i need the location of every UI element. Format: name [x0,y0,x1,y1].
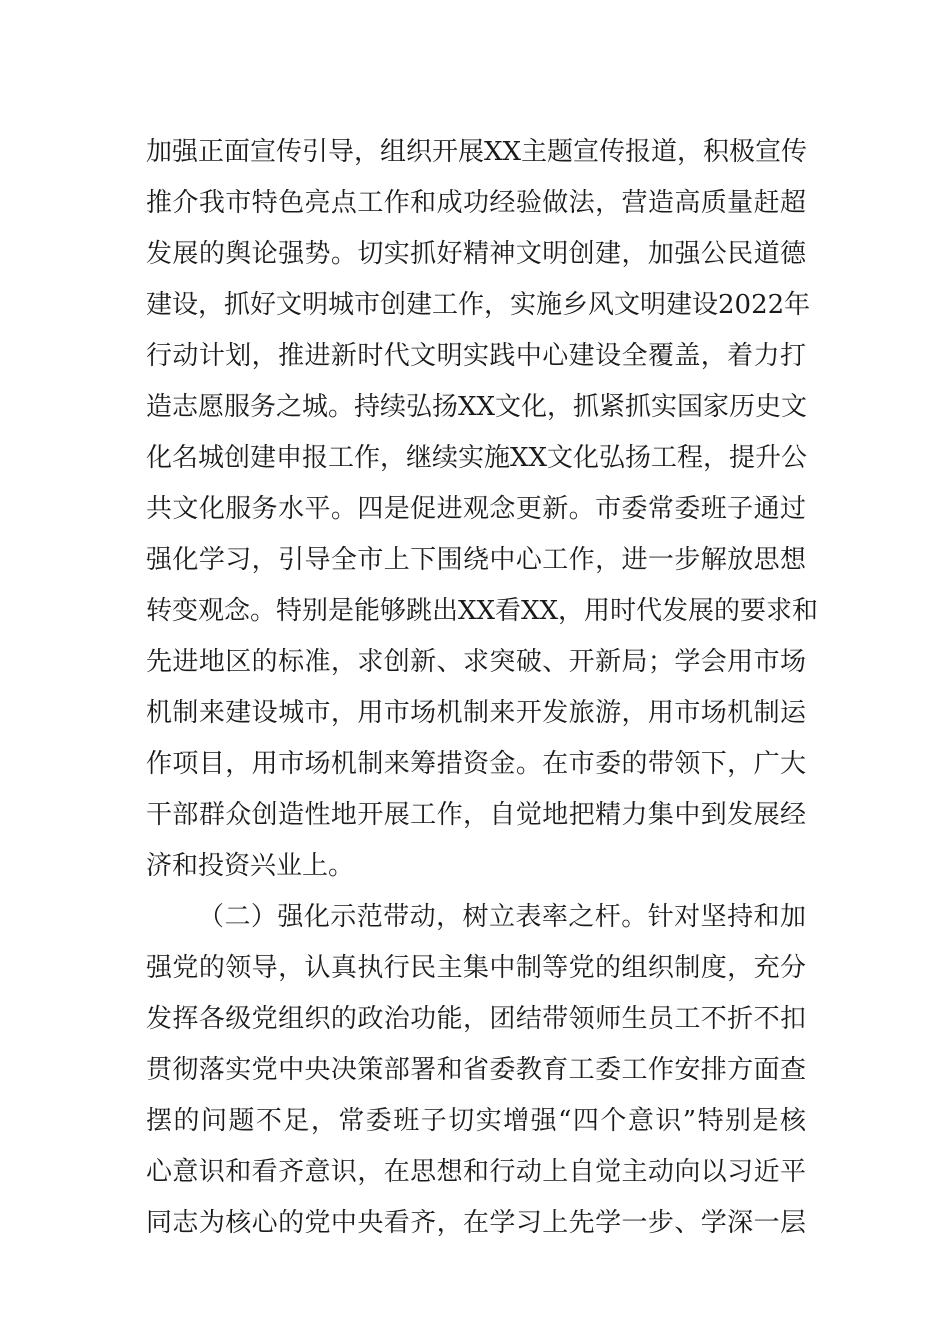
text-line: 强化学习，引导全市上下围绕中心工作，进一步解放思想 [146,545,806,575]
text-line: 同志为核心的党中央看齐，在学习上先学一步、学深一层 [146,1208,806,1238]
text-line: 心意识和看齐意识，在思想和行动上自觉主动向以习近平 [146,1157,806,1187]
text-line: 先进地区的标准，求创新、求突破、开新局；学会用市场 [146,647,806,677]
text-line: 加强正面宣传引导，组织开展XX主题宣传报道，积极宣传 [146,137,808,167]
text-line: 发展的舆论强势。切实抓好精神文明创建，加强公民道德 [146,239,806,269]
text-line: 建设，抓好文明城市创建工作，实施乡风文明建设2022年 [146,290,811,320]
text-line: 造志愿服务之城。持续弘扬XX文化，抓紧抓实国家历史文 [146,392,808,422]
text-line: 摆的问题不足，常委班子切实增强“四个意识”特别是核 [146,1106,806,1136]
text-line: 行动计划，推进新时代文明实践中心建设全覆盖，着力打 [146,341,806,371]
text-line: 发挥各级党组织的政治功能，团结带领师生员工不折不扣 [146,1004,806,1034]
text-line: 作项目，用市场机制来筹措资金。在市委的带领下，广大 [146,749,806,779]
section-heading-line: （二）强化示范带动，树立表率之杆。针对坚持和加 [198,902,806,932]
text-line: 机制来建设城市，用市场机制来开发旅游，用市场机制运 [146,698,806,728]
text-line: 济和投资兴业上。 [146,851,355,881]
text-line: 推介我市特色亮点工作和成功经验做法，营造高质量赶超 [146,188,806,218]
text-line: 化名城创建申报工作，继续实施XX文化弘扬工程，提升公 [146,443,808,473]
text-line: 强党的领导，认真执行民主集中制等党的组织制度，充分 [146,953,806,983]
text-line: 贯彻落实党中央决策部署和省委教育工委工作安排方面查 [146,1055,806,1085]
text-line: 转变观念。特别是能够跳出XX看XX，用时代发展的要求和 [146,596,819,626]
text-line: 共文化服务水平。四是促进观念更新。市委常委班子通过 [146,494,806,524]
text-line: 干部群众创造性地开展工作，自觉地把精力集中到发展经 [146,800,806,830]
